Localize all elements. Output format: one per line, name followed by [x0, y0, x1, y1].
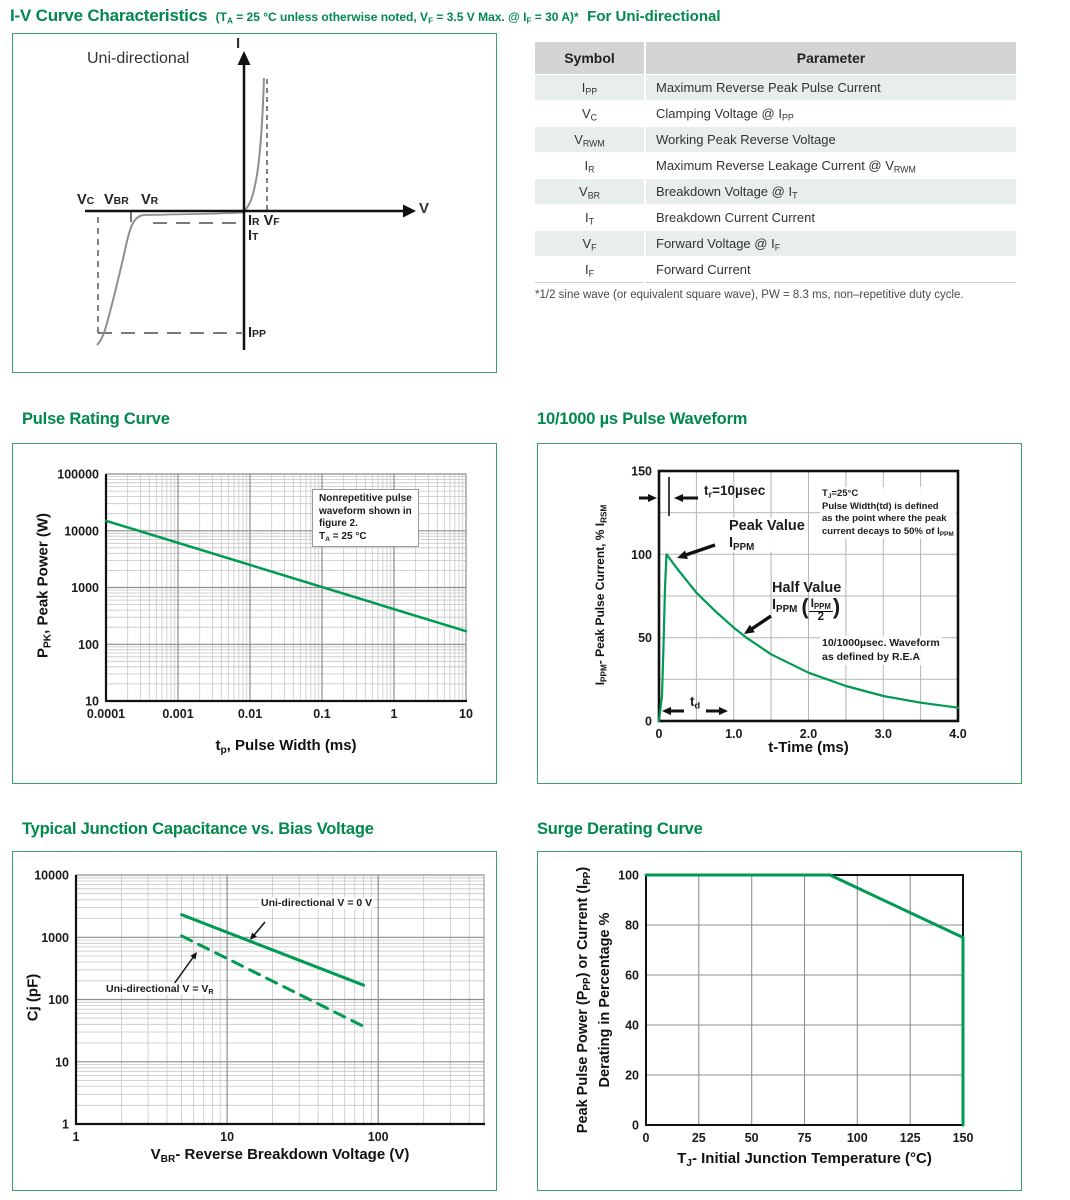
pulse-rating-svg [13, 444, 495, 782]
svg-text:1: 1 [390, 707, 398, 721]
table-row [535, 74, 1016, 100]
half-value-title: Half Value [772, 580, 842, 596]
half-value-annotation [772, 580, 841, 623]
iv-label-ipp: IPP [248, 325, 266, 341]
iv-axis-i-label: I [236, 35, 241, 52]
svg-text:40: 40 [625, 1018, 639, 1033]
svg-text:100: 100 [367, 1130, 389, 1144]
parameter-cell: Forward Voltage @ $I_F$ [645, 230, 1016, 256]
svg-text:10: 10 [220, 1130, 235, 1144]
svg-text:100: 100 [846, 1131, 868, 1145]
page-title-conditions: ($T_A = 25$ °C unless otherwise noted, $V_F = 3.5$ V Max. @ $I_F = 30$ A)* [215, 10, 579, 26]
section-heading-surge-derating: Surge Derating Curve [537, 820, 703, 838]
svg-text:10000: 10000 [64, 524, 99, 539]
table-row [535, 256, 1016, 282]
svg-text:150: 150 [631, 464, 652, 479]
symbol-cell: $I_T$ [535, 204, 645, 230]
svg-text:0.0001: 0.0001 [86, 707, 126, 721]
svg-text:10000: 10000 [34, 868, 69, 883]
parameter-cell: Breakdown Current Current [645, 204, 1016, 230]
table-row [535, 230, 1016, 256]
iv-label-vbr: VBR [104, 192, 129, 208]
svg-text:25: 25 [691, 1131, 706, 1145]
pulse-rating-x-axis-label: $t_p$, Pulse Width (ms) [215, 737, 357, 756]
svg-text:100: 100 [631, 547, 652, 562]
svg-text:0.1: 0.1 [313, 707, 331, 721]
svg-text:100000: 100000 [57, 467, 99, 482]
surge-y-label-line1: Peak Pulse Power $(P_{PP})$ or Current $(I_{PP})$ [575, 866, 593, 1134]
rea-note: 10/1000µsec. Waveform as defined by R.E.A [820, 636, 942, 665]
junction-capacitance-chart [12, 851, 497, 1191]
svg-text:50: 50 [638, 631, 652, 646]
table-row [535, 126, 1016, 152]
symbol-cell: $I_R$ [535, 152, 645, 178]
svg-text:10: 10 [55, 1055, 69, 1070]
svg-text:1000: 1000 [41, 930, 69, 945]
surge-y-label-line2: Derating in Percentage % [597, 912, 613, 1088]
iv-label-vc: VC [77, 192, 95, 208]
param-table [535, 42, 1016, 283]
page-title [10, 6, 721, 26]
svg-text:150: 150 [952, 1131, 974, 1145]
pulse-rating-chart [12, 443, 497, 784]
svg-text:0.001: 0.001 [162, 707, 194, 721]
surge-derating-y-axis-label [572, 840, 616, 1160]
iv-label-it: IT [248, 228, 259, 244]
symbol-cell: $V_F$ [535, 230, 645, 256]
pulse-rating-y-axis-label: $P_{PK}$, Peak Power (W) [34, 512, 54, 659]
section-heading-junction-capacitance: Typical Junction Capacitance vs. Bias Voltage [22, 820, 374, 838]
pulse-rating-note: Nonrepetitive pulse waveform shown in figure 2. $T_A = 25$ °C [312, 489, 419, 547]
svg-text:60: 60 [625, 968, 639, 983]
svg-text:100: 100 [48, 993, 69, 1007]
svg-text:0: 0 [642, 1131, 650, 1145]
iv-curve-figure [12, 33, 497, 373]
iv-label-vr: VR [141, 192, 159, 208]
series-label-v0: Uni-directional V = 0 V [261, 897, 373, 909]
half-value-formula: $I_{PPM}$ ( $\frac{I_{PPM}}{2}$ ) [772, 593, 841, 623]
svg-text:10: 10 [85, 694, 99, 709]
table-header-row [535, 42, 1016, 74]
symbol-cell: $I_F$ [535, 256, 645, 282]
svg-text:1: 1 [62, 1117, 69, 1132]
column-header-symbol: Symbol [535, 42, 645, 74]
table-row [535, 178, 1016, 204]
svg-text:0: 0 [645, 714, 652, 729]
tj-note: $T_J=25^\circ C$ Pulse Width(td) is defined as the point where the peak current decays to 50% of $I_{PPM}$ [822, 488, 954, 538]
svg-text:80: 80 [625, 918, 639, 933]
tr-annotation: $t_r=10\mu\sec$ [704, 483, 766, 500]
svg-text:100: 100 [78, 637, 99, 652]
parameter-cell: Clamping Voltage @ $I_{PP}$ [645, 100, 1016, 126]
svg-text:1.0: 1.0 [725, 727, 743, 741]
symbol-cell: $V_C$ [535, 100, 645, 126]
svg-text:20: 20 [625, 1068, 639, 1083]
peak-value-annotation: Peak Value $I_{PPM}$ [726, 518, 808, 552]
pulse-waveform-x-axis-label: t-Time (ms) [768, 739, 849, 756]
parameter-cell: Maximum Reverse Peak Pulse Current [645, 74, 1016, 100]
svg-text:0: 0 [632, 1118, 639, 1133]
svg-text:2.0: 2.0 [799, 727, 818, 741]
svg-text:4.0: 4.0 [949, 727, 967, 741]
page-title-main: I-V Curve Characteristics [10, 6, 208, 25]
section-heading-pulse-rating: Pulse Rating Curve [22, 410, 170, 428]
svg-text:50: 50 [744, 1131, 759, 1145]
parameter-cell: Maximum Reverse Leakage Current @ $V_{RWM}$ [645, 152, 1016, 178]
surge-derating-chart [537, 851, 1022, 1191]
svg-text:100: 100 [618, 868, 639, 883]
svg-text:125: 125 [899, 1131, 921, 1145]
symbol-cell: $I_{PP}$ [535, 74, 645, 100]
parameter-cell: Working Peak Reverse Voltage [645, 126, 1016, 152]
td-annotation: $t_d$ [690, 694, 701, 711]
surge-derating-x-axis-label: $T_J-$ Initial Junction Temperature (°C) [677, 1150, 932, 1169]
svg-text:1: 1 [72, 1130, 80, 1144]
table-row [535, 100, 1016, 126]
table-footnote: *1/2 sine wave (or equivalent square wave), PW = 8.3 ms, non–repetitive duty cycle. [535, 289, 964, 301]
symbol-cell: $V_{BR}$ [535, 178, 645, 204]
pulse-waveform-chart [537, 443, 1022, 784]
page-title-suffix: For Uni-directional [587, 8, 721, 25]
iv-axis-v-label: V [419, 200, 430, 217]
parameter-cell: Forward Current [645, 256, 1016, 282]
section-heading-pulse-waveform: 10/1000 µs Pulse Waveform [537, 410, 748, 428]
junction-capacitance-svg [13, 852, 495, 1189]
parameter-cell: Breakdown Voltage @ $I_T$ [645, 178, 1016, 204]
symbol-cell: $V_{RWM}$ [535, 126, 645, 152]
svg-text:75: 75 [797, 1131, 812, 1145]
svg-text:10: 10 [459, 707, 473, 721]
junction-capacitance-x-axis-label: $V_{BR}-$ Reverse Breakdown Voltage (V) [150, 1146, 410, 1165]
pulse-waveform-y-axis-label: $I_{PPM}-$ Peak Pulse Current, % $I_{RSM}$ [593, 504, 609, 686]
series-label-vr: Uni-directional $V = V_R$ [106, 983, 214, 996]
iv-figure-label: Uni-directional [87, 50, 190, 67]
svg-text:0: 0 [655, 727, 663, 741]
svg-text:0.01: 0.01 [237, 707, 263, 721]
svg-text:3.0: 3.0 [874, 727, 892, 741]
iv-label-ir-vf: IR VF [248, 213, 280, 229]
table-row [535, 152, 1016, 178]
table-row [535, 204, 1016, 230]
column-header-parameter: Parameter [645, 42, 1016, 74]
svg-text:1000: 1000 [71, 581, 99, 595]
junction-capacitance-y-axis-label: Cj (pF) [24, 973, 42, 1022]
